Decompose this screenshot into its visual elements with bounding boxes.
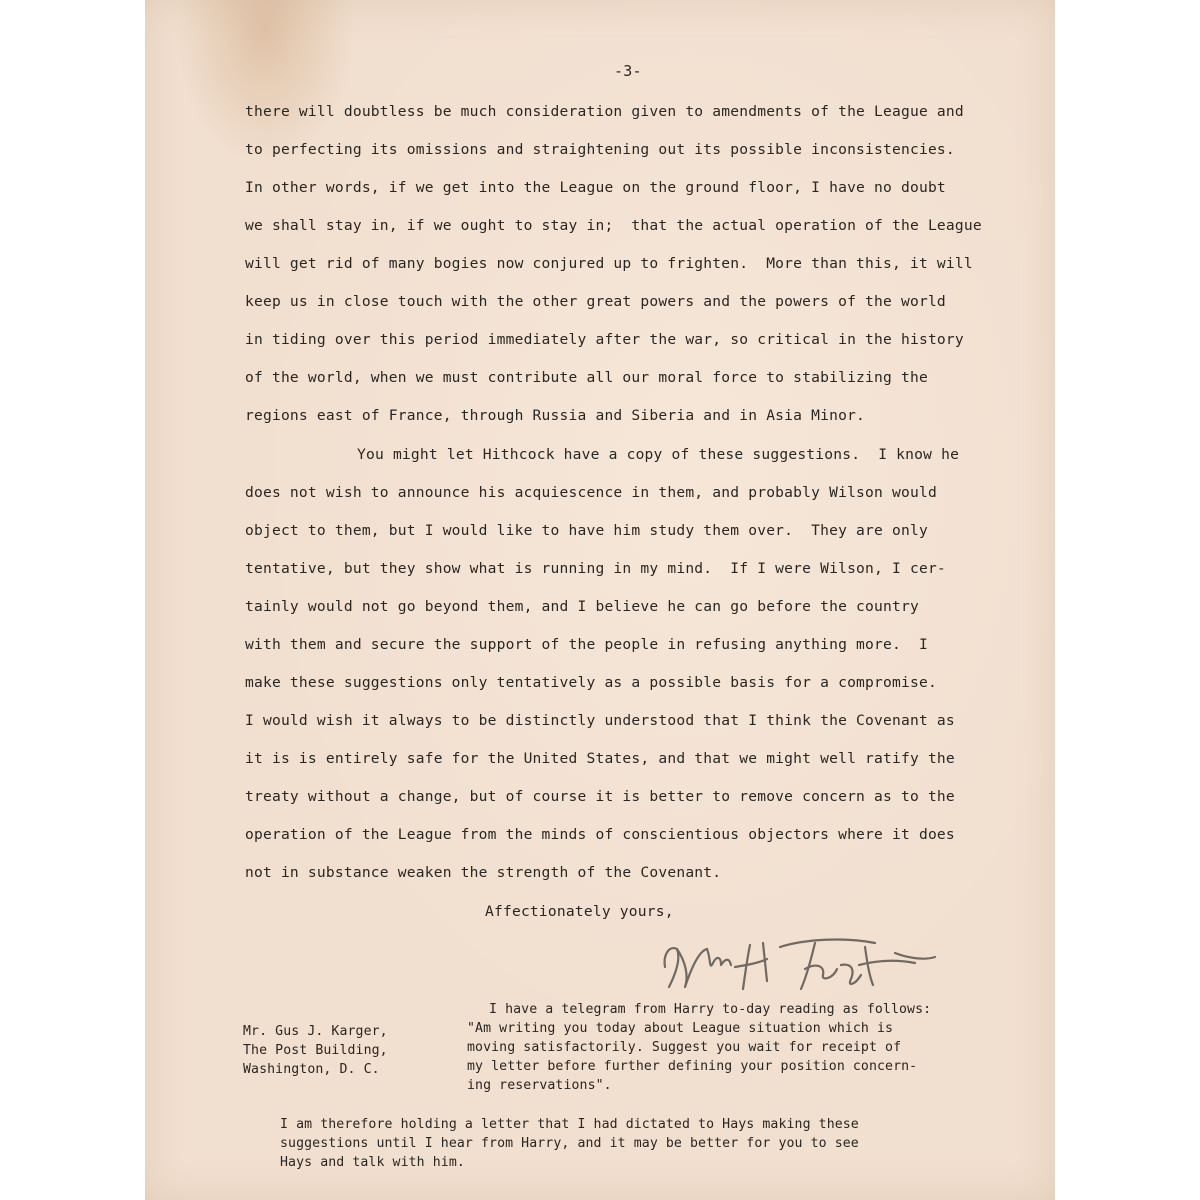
postscript-line: suggestions until I hear from Harry, and it may be better for you to see — [280, 1136, 859, 1151]
addressee-line: Mr. Gus J. Karger, — [243, 1024, 388, 1039]
body-line: regions east of France, through Russia and Siberia and in Asia Minor. — [245, 407, 866, 424]
body-line: treaty without a change, but of course it is better to remove concern as to the — [245, 788, 955, 805]
body-line: You might let Hithcock have a copy of these suggestions. I know he — [357, 446, 960, 463]
body-line: I would wish it always to be distinctly understood that I think the Covenant as — [245, 712, 955, 729]
body-line: In other words, if we get into the League on the ground floor, I have no doubt — [245, 179, 946, 196]
postscript-line: I have a telegram from Harry to-day reading as follows: — [489, 1002, 932, 1017]
postscript-line: moving satisfactorily. Suggest you wait for receipt of — [467, 1040, 902, 1055]
body-line: to perfecting its omissions and straightening out its possible inconsistencies. — [245, 141, 955, 158]
signature-image — [655, 935, 945, 995]
body-line: with them and secure the support of the people in refusing anything more. I — [245, 636, 928, 653]
body-line: operation of the League from the minds of conscientious objectors where it does — [245, 826, 955, 843]
postscript-line: my letter before further defining your position concern- — [467, 1059, 918, 1074]
body-line: does not wish to announce his acquiescence in them, and probably Wilson would — [245, 484, 937, 501]
body-line: will get rid of many bogies now conjured up to frighten. More than this, it will — [245, 255, 973, 272]
body-line: not in substance weaken the strength of the Covenant. — [245, 864, 722, 881]
body-line: of the world, when we must contribute all our moral force to stabilizing the — [245, 369, 928, 386]
addressee-line: Washington, D. C. — [243, 1062, 380, 1077]
body-line: make these suggestions only tentatively as a possible basis for a compromise. — [245, 674, 937, 691]
postscript-line: I am therefore holding a letter that I had dictated to Hays making these — [280, 1117, 859, 1132]
addressee-line: The Post Building, — [243, 1043, 388, 1058]
letter-page — [145, 0, 1055, 1200]
postscript-line: ing reservations". — [467, 1078, 612, 1093]
postscript-line: "Am writing you today about League situation which is — [467, 1021, 894, 1036]
body-line: tainly would not go beyond them, and I believe he can go before the country — [245, 598, 919, 615]
body-line: in tiding over this period immediately after the war, so critical in the history — [245, 331, 964, 348]
body-line: there will doubtless be much consideration given to amendments of the League and — [245, 103, 964, 120]
closing: Affectionately yours, — [485, 903, 674, 920]
body-line: tentative, but they show what is running in my mind. If I were Wilson, I cer- — [245, 560, 946, 577]
body-line: object to them, but I would like to have him study them over. They are only — [245, 522, 928, 539]
page-number: -3- — [614, 62, 642, 80]
postscript-line: Hays and talk with him. — [280, 1155, 465, 1170]
body-line: it is is entirely safe for the United States, and that we might well ratify the — [245, 750, 955, 767]
body-line: keep us in close touch with the other great powers and the powers of the world — [245, 293, 946, 310]
body-line: we shall stay in, if we ought to stay in; that the actual operation of the League — [245, 217, 982, 234]
